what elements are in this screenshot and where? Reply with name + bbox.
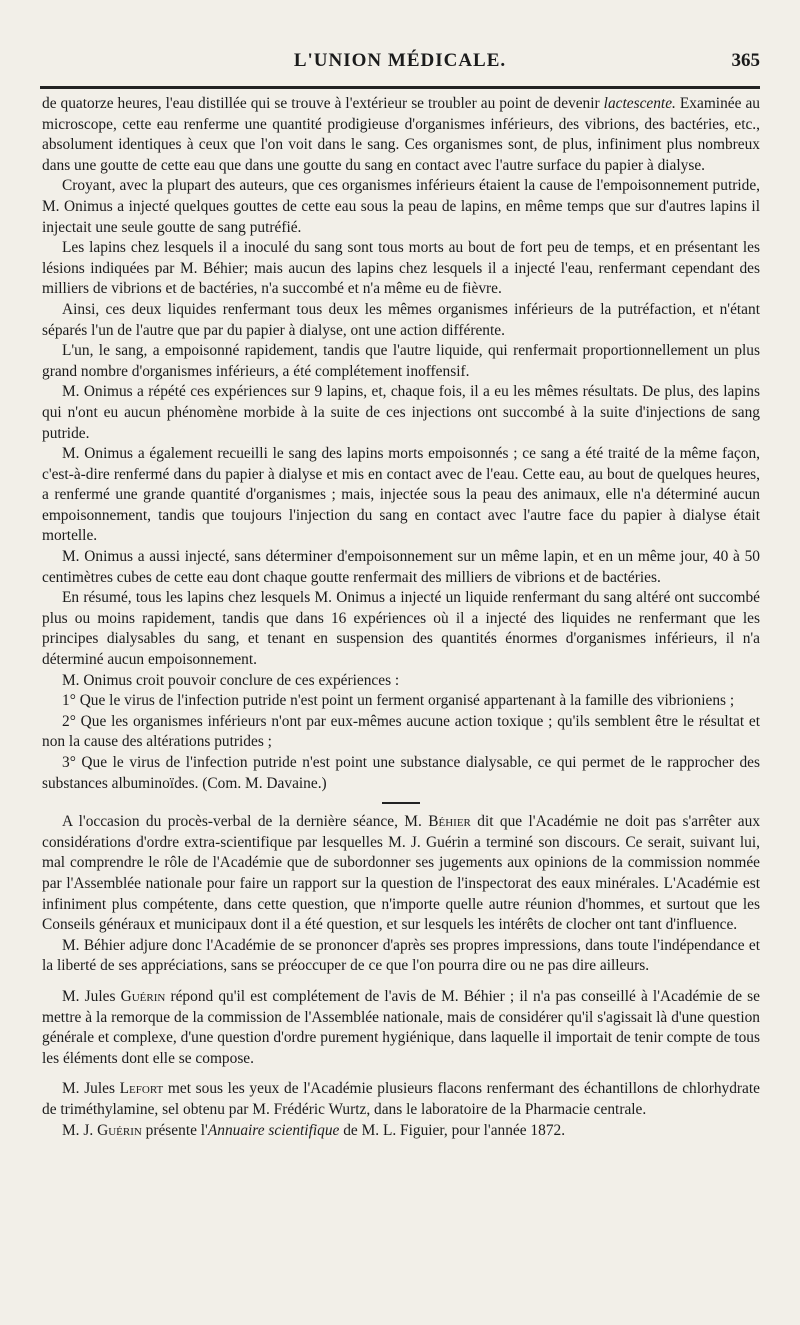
paragraph-gap — [42, 977, 760, 987]
paragraph-8: M. Onimus a aussi injecté, sans déterminer d'empoisonnement sur un même lapin, et en un même jour, 40 à 50 centimètres cubes de cette eau dont chaque goutte renfermait des milliers de vibrions et de bactéries. — [42, 548, 760, 586]
section-separator — [382, 802, 420, 804]
conclusion-2: 2° Que les organismes inférieurs n'ont par eux-mêmes aucune action toxique ; qu'ils semblent être le résultat et non la cause des altérations putrides ; — [42, 712, 760, 751]
page-number: 365 — [731, 50, 760, 71]
paragraph-3: Les lapins chez lesquels il a inoculé du sang sont tous morts au bout de fort peu de temps, et en présentant les lésions indiquées par M. Béhier; mais aucun des lapins chez lesquels il a injecté l'eau, renfermant cependant des milliers de vibrions et de bactéries, n'a succombé et n'a même eu de fièvre. — [42, 239, 760, 298]
paragraph-18 — [42, 1121, 760, 1142]
paragraph-10: M. Onimus croit pouvoir conclure de ces expériences : — [62, 671, 400, 689]
italic-title: Annuaire scientifique — [207, 1121, 340, 1139]
paragraph-text: dit que l'Académie ne doit pas s'arrêter aux considérations d'ordre extra-scientifique par lesquelles M. J. Guérin a terminé son discours. Ce serait, suivant lui, mal comprendre le rôle de l'Académie que de subordonner ses jugements aux opinions de la commission nommée par l'Assemblée nationale pour faire un rapport sur la question de l'inspectorat des eaux minérales. L'Académie est infiniment plus compétente, dans cette question, que n'importe quelle autre réunion d'hommes, et surtout que les Conseils généraux et municipaux dont il a été question, et sur lesquels les intérêts de clocher ont tant d'influence. — [42, 813, 761, 934]
speaker-name: Guérin — [97, 1121, 142, 1139]
speaker-name: Béhier — [428, 813, 471, 831]
paragraph-text: de M. L. Figuier, pour l'année 1872. — [339, 1121, 566, 1139]
paragraph-6: M. Onimus a répété ces expériences sur 9 lapins, et, chaque fois, il a eu les mêmes résultats. De plus, des lapins qui n'ont eu aucun phénomène morbide à la suite de ces injections ont succombé à la suite d'injections de sang putride. — [42, 383, 760, 442]
conclusion-3: 3° Que le virus de l'infection putride n'est point une substance dialysable, ce qui permet de le rapprocher des substances albuminoïdes. (Com. M. Davaine.) — [42, 754, 760, 792]
paragraph-17 — [42, 1079, 760, 1120]
paragraph-15: M. Béhier adjure donc l'Académie de se prononcer d'après ses propres impressions, dans toute l'indépendance et la liberté de ses appréciations, sans se préoccuper de ce que l'on pourra dire ou ne pas dire ailleurs. — [42, 936, 760, 975]
paragraph-4: Ainsi, ces deux liquides renfermant tous deux les mêmes organismes inférieurs de la putréfaction, et n'étant séparés l'un de l'autre que par du papier à dialyse, ont une action différente. — [42, 300, 760, 339]
paragraph-text: présente l' — [141, 1121, 208, 1139]
paragraph-16 — [42, 987, 760, 1069]
paragraph-9: En résumé, tous les lapins chez lesquels M. Onimus a injecté un liquide renfermant du sang altéré ont succombé plus ou moins rapidement, tandis que dans 16 expériences où il a injecté des liquides ne renfermant que les principes dialysables du sang, et tenant en suspension des quantités énormes d'organismes inférieurs, il n'a déterminé aucun empoisonnement. — [42, 589, 760, 669]
speaker-name: Lefort — [119, 1080, 164, 1098]
paragraph-2: Croyant, avec la plupart des auteurs, que ces organismes inférieurs étaient la cause de l'empoisonnement putride, M. Onimus a injecté quelques gouttes de cette eau sous la peau de lapins, en même temps que sur d'autres lapins il injectait une seule goutte de sang putréfié. — [42, 177, 760, 236]
paragraph-7: M. Onimus a également recueilli le sang des lapins morts empoisonnés ; ce sang a été traité de la même façon, c'est-à-dire renfermé dans du papier à dialyse et mis en contact avec de l'eau. Cette eau, au bout de quelques heures, a renfermé une grande quantité d'organismes ; mais, injectée sous la peau des animaux, elle n'a déterminé aucun empoisonnement, tandis que toujours l'injection du sang en contact avec l'autre face du papier à dialyse était mortelle. — [42, 445, 760, 545]
paragraph-14 — [42, 812, 760, 936]
paragraph-5: L'un, le sang, a empoisonné rapidement, tandis que l'autre liquide, qui renfermait proportionnellement un plus grand nombre d'organismes inférieurs, a été complétement inoffensif. — [42, 342, 760, 380]
paragraph-1 — [42, 94, 760, 176]
header-rule — [40, 86, 760, 89]
italic-term: lactescente. — [603, 95, 676, 112]
paragraph-text: A l'occasion du procès-verbal de la dernière séance, M. — [62, 813, 429, 831]
paragraph-gap — [42, 1069, 760, 1079]
paragraph-text: Examinée au microscope, cette eau renferme une quantité prodigieuse d'organismes inférieurs, des vibrions, des bactéries, etc., absolument identiques à ceux que l'on voit dans le sang. Ces organismes sont, de plus, infiniment plus nombreux dans une goutte de cette eau que dans une goutte du sang en contact avec l'autre surface du papier à dialyse. — [42, 95, 760, 174]
paragraph-text: répond qu'il est complétement de l'avis de M. Béhier ; il n'a pas conseillé à l'Académie de se mettre à la remorque de la commission de l'Assemblée nationale, mais de considérer qu'il s'agissait là d'une question générale et complexe, d'une question d'ordre purement hygiénique, dans laquelle il importait de tenir compte de tous les éléments dont elle se compose. — [42, 987, 760, 1067]
paragraph-text: M. Jules — [62, 1080, 120, 1098]
paragraph-text: met sous les yeux de l'Académie plusieurs flacons renfermant des échantillons de chlorhydrate de triméthylamine, sel obtenu par M. Frédéric Wurtz, dans le laboratoire de la Pharmacie centrale. — [42, 1080, 760, 1118]
speaker-name: Guérin — [120, 987, 166, 1005]
page-header — [40, 50, 760, 86]
paragraph-text: M. J. — [62, 1121, 98, 1139]
conclusion-1: 1° Que le virus de l'infection putride n'est point un ferment organisé appartenant à la famille des vibrioniens ; — [62, 692, 735, 710]
article-body — [42, 94, 760, 1141]
running-title: L'UNION MÉDICALE. — [293, 50, 507, 71]
paragraph-text: de quatorze heures, l'eau distillée qui se trouve à l'extérieur se troubler au point de devenir — [42, 95, 604, 112]
paragraph-text: M. Jules — [62, 987, 121, 1005]
